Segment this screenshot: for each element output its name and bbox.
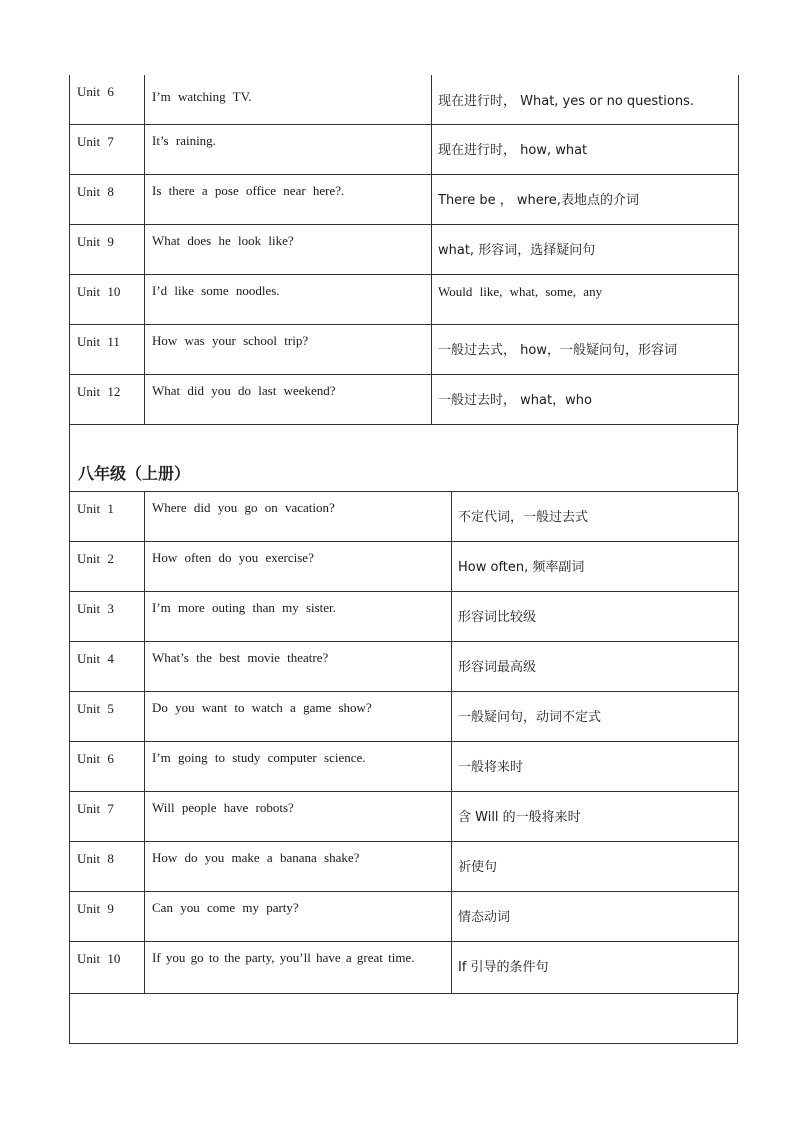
grammar-cell: 现在进行时， What, yes or no questions. xyxy=(432,75,739,125)
unit-cell: Unit 10 xyxy=(70,275,145,325)
blank-cell xyxy=(70,994,738,1044)
grammar-cell: 不定代词，一般过去式 xyxy=(452,492,739,542)
sentence-cell: I’m watching TV. xyxy=(145,75,432,125)
section-row xyxy=(70,425,738,492)
unit-cell: Unit 11 xyxy=(70,325,145,375)
sentence-cell: What’s the best movie theatre? xyxy=(145,642,452,692)
grammar-cell: 祈使句 xyxy=(452,842,739,892)
grammar-cell: 现在进行时， how, what xyxy=(432,125,739,175)
grammar-cell: If 引导的条件句 xyxy=(452,942,739,994)
unit-cell: Unit 6 xyxy=(70,75,145,125)
grammar-cell: 一般疑问句，动词不定式 xyxy=(452,692,739,742)
sentence-cell: It’s raining. xyxy=(145,125,432,175)
grammar-cell: 一般将来时 xyxy=(452,742,739,792)
grammar-cell: 情态动词 xyxy=(452,892,739,942)
grammar-cell: How often, 频率副词 xyxy=(452,542,739,592)
sentence-cell: How often do you exercise? xyxy=(145,542,452,592)
table-row xyxy=(70,892,739,942)
grade8-table xyxy=(69,492,739,994)
sentence-cell: What did you do last weekend? xyxy=(145,375,432,425)
document-page xyxy=(69,75,738,1044)
grammar-cell: 一般过去时， what，who xyxy=(432,375,739,425)
sentence-cell: Is there a pose office near here?. xyxy=(145,175,432,225)
sentence-cell: I’m going to study computer science. xyxy=(145,742,452,792)
unit-cell: Unit 9 xyxy=(70,225,145,275)
grammar-cell: Would like, what, some, any xyxy=(432,275,739,325)
section-cell xyxy=(70,425,738,492)
sentence-cell: Will people have robots? xyxy=(145,792,452,842)
table-row xyxy=(70,492,739,542)
table-row xyxy=(70,592,739,642)
unit-cell: Unit 7 xyxy=(70,125,145,175)
unit-cell: Unit 10 xyxy=(70,942,145,994)
sentence-cell: Where did you go on vacation? xyxy=(145,492,452,542)
table-row xyxy=(70,225,739,275)
unit-cell: Unit 12 xyxy=(70,375,145,425)
blank-row xyxy=(70,994,738,1044)
table-row xyxy=(70,642,739,692)
unit-cell: Unit 5 xyxy=(70,692,145,742)
grammar-cell: There be ， where,表地点的介词 xyxy=(432,175,739,225)
unit-cell: Unit 1 xyxy=(70,492,145,542)
table-row xyxy=(70,792,739,842)
sentence-cell: I’m more outing than my sister. xyxy=(145,592,452,642)
unit-cell: Unit 3 xyxy=(70,592,145,642)
table-row xyxy=(70,125,739,175)
unit-cell: Unit 4 xyxy=(70,642,145,692)
sentence-cell: How do you make a banana shake? xyxy=(145,842,452,892)
unit-cell: Unit 8 xyxy=(70,175,145,225)
section-title: 八年级（上册） xyxy=(78,464,191,483)
sentence-cell: How was your school trip? xyxy=(145,325,432,375)
table-row xyxy=(70,842,739,892)
unit-cell: Unit 8 xyxy=(70,842,145,892)
table-row xyxy=(70,942,739,994)
blank-table xyxy=(69,994,738,1044)
unit-cell: Unit 2 xyxy=(70,542,145,592)
section-heading-table xyxy=(69,425,738,492)
grade7-table xyxy=(69,75,739,425)
table-row xyxy=(70,325,739,375)
grammar-cell: 形容词比较级 xyxy=(452,592,739,642)
grammar-cell: 一般过去式， how，一般疑问句，形容词 xyxy=(432,325,739,375)
sentence-cell: Can you come my party? xyxy=(145,892,452,942)
unit-cell: Unit 7 xyxy=(70,792,145,842)
table-row xyxy=(70,692,739,742)
table-row xyxy=(70,75,739,125)
sentence-cell: What does he look like? xyxy=(145,225,432,275)
grammar-cell: 含 Will 的一般将来时 xyxy=(452,792,739,842)
unit-cell: Unit 9 xyxy=(70,892,145,942)
unit-cell: Unit 6 xyxy=(70,742,145,792)
grammar-cell: 形容词最高级 xyxy=(452,642,739,692)
table-row xyxy=(70,742,739,792)
sentence-cell: Do you want to watch a game show? xyxy=(145,692,452,742)
sentence-cell: If you go to the party, you’ll have a great time. xyxy=(145,942,452,994)
sentence-cell: I’d like some noodles. xyxy=(145,275,432,325)
table-row xyxy=(70,175,739,225)
table-row xyxy=(70,275,739,325)
table-row xyxy=(70,542,739,592)
table-row xyxy=(70,375,739,425)
grammar-cell: what, 形容词，选择疑问句 xyxy=(432,225,739,275)
